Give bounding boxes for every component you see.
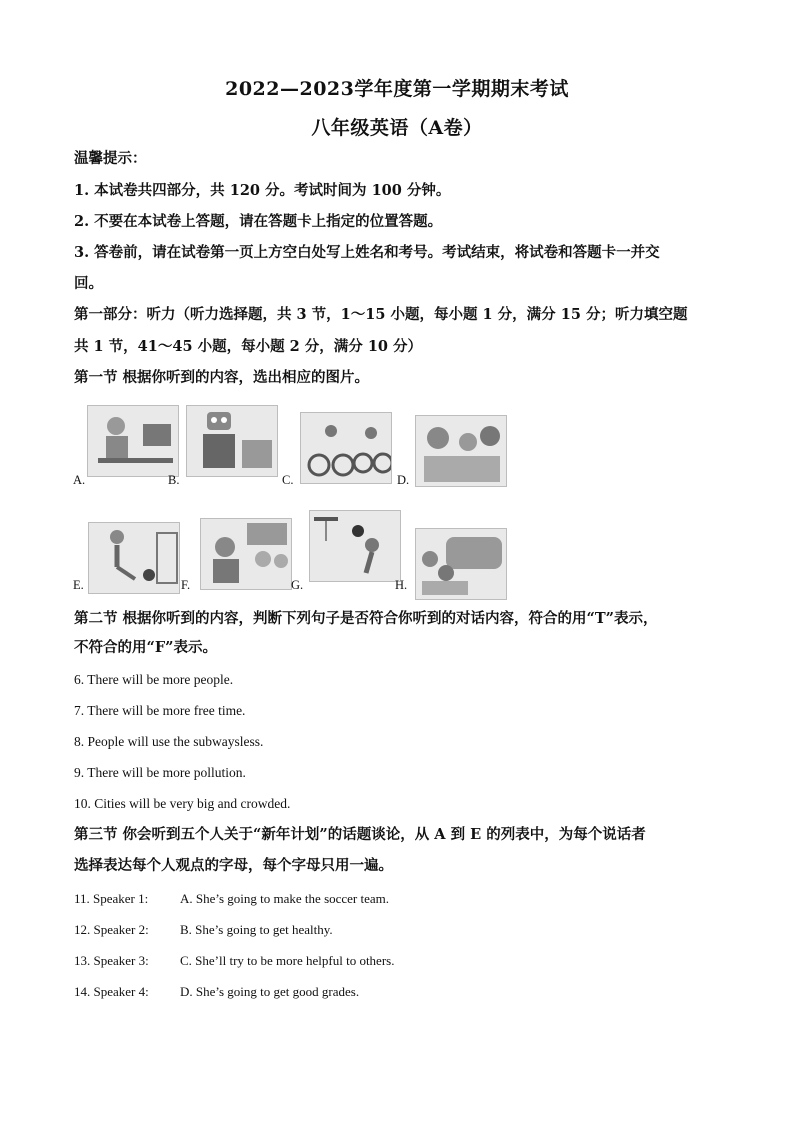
speaker-row (74, 953, 395, 969)
section1-heading: 第一节 根据你听到的内容，选出相应的图片。 (74, 369, 370, 386)
picture-label: H. (395, 578, 408, 592)
person-at-computer-image (87, 405, 179, 477)
part1-description: 第一部分：听力（听力选择题，共 3 节，1～15 小题，每小题 1 分，满分 15 分；听力填空题 (74, 306, 688, 323)
speaker-label: 14. Speaker 4: (74, 984, 149, 999)
section3-heading: 第三节 你会听到五个人关于“新年计划”的话题谈论，从 A 到 E 的列表中，为每个说话者 (74, 826, 646, 843)
exam-subtitle: 八年级英语（A卷） (311, 117, 483, 139)
family-car-image (415, 528, 507, 600)
section2-heading: 第二节 根据你听到的内容，判断下列句子是否符合你听到的对话内容，符合的用“T”表示， (74, 610, 658, 627)
people-talking-image (415, 415, 507, 487)
section2-heading: 不符合的用“F”表示。 (74, 639, 217, 656)
option-text: C. She’ll try to be more helpful to others. (180, 953, 395, 968)
people-cycling-image (300, 412, 392, 484)
part1-description: 共 1 节，41～45 小题，每小题 2 分，满分 10 分） (74, 338, 423, 355)
speaker-row (74, 984, 360, 1000)
picture-label: D. (397, 473, 410, 487)
students-classroom-image (200, 518, 292, 590)
tip-item: 3. 答卷前，请在试卷第一页上方空白处写上姓名和考号。考试结束，将试卷和答题卡一并交 (74, 244, 660, 261)
statement-item: 9. There will be more pollution. (74, 765, 246, 780)
section3-heading: 选择表达每个人观点的字母，每个字母只用一遍。 (74, 857, 393, 874)
speaker-label: 12. Speaker 2: (74, 922, 149, 937)
soccer-player-image (88, 522, 180, 594)
tip-item: 2. 不要在本试卷上答题，请在答题卡上指定的位置答题。 (74, 213, 443, 230)
picture-label: A. (73, 473, 86, 487)
statement-item: 7. There will be more free time. (74, 703, 246, 718)
statement-item: 6. There will be more people. (74, 672, 234, 687)
picture-label: G. (291, 578, 304, 592)
picture-label: F. (181, 578, 191, 592)
option-text: A. She’s going to make the soccer team. (180, 891, 390, 906)
speaker-label: 13. Speaker 3: (74, 953, 149, 968)
speaker-row (74, 922, 333, 938)
tip-item: 回。 (74, 275, 103, 292)
tip-item: 1. 本试卷共四部分，共 120 分。考试时间为 100 分钟。 (74, 182, 451, 199)
picture-label: B. (168, 473, 180, 487)
tips-heading: 温馨提示： (74, 150, 147, 167)
robot-cooking-image (186, 405, 278, 477)
statement-item: 10. Cities will be very big and crowded. (74, 796, 291, 811)
option-text: B. She’s going to get healthy. (180, 922, 333, 937)
speaker-label: 11. Speaker 1: (74, 891, 149, 906)
statement-item: 8. People will use the subwaysless. (74, 734, 264, 749)
speaker-row (74, 891, 390, 907)
exam-title: 2022—2023学年度第一学期期末考试 (225, 78, 569, 100)
option-text: D. She’s going to get good grades. (180, 984, 360, 999)
basketball-player-image (309, 510, 401, 582)
picture-label: E. (73, 578, 84, 592)
picture-label: C. (282, 473, 294, 487)
